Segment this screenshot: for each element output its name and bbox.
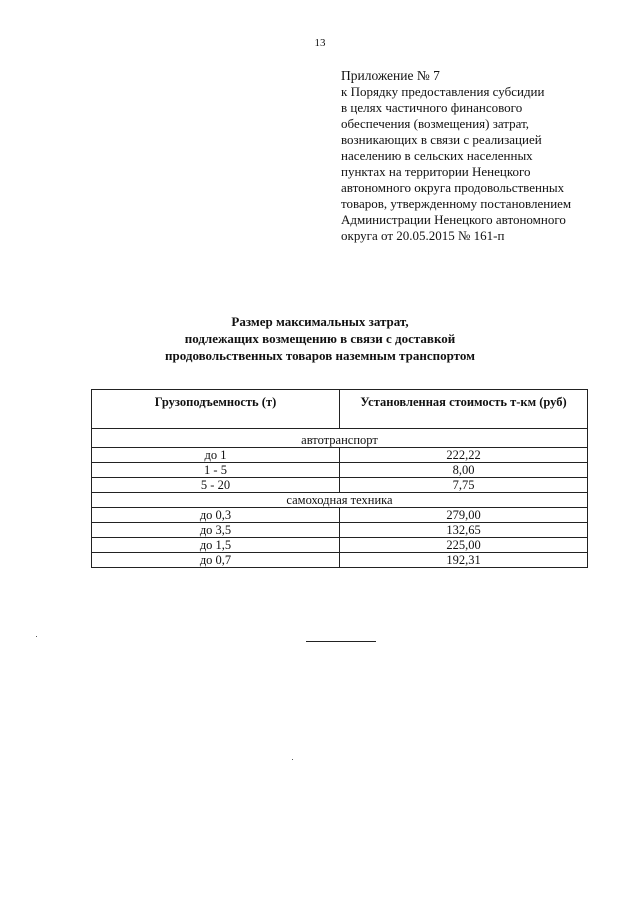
appendix-line: обеспечения (возмещения) затрат, [341, 116, 530, 131]
appendix-line: автономного округа продовольственных [341, 180, 565, 195]
appendix-line: округа от 20.05.2015 № 161-п [341, 228, 505, 243]
document-title-line: Размер максимальных затрат, [231, 314, 409, 329]
cost-cell: 225,00 [340, 538, 588, 553]
category-row-self-propelled [92, 493, 588, 508]
capacity-cell: до 3,5 [92, 523, 340, 538]
capacity-cell: 1 - 5 [92, 463, 340, 478]
appendix-line: к Порядку предоставления субсидии [341, 84, 545, 99]
appendix-block [341, 68, 621, 244]
table-row [92, 463, 588, 478]
header-capacity: Грузоподъемность (т) [92, 390, 340, 429]
table-row [92, 448, 588, 463]
cost-cell: 279,00 [340, 508, 588, 523]
document-title [0, 313, 640, 364]
table-row [92, 523, 588, 538]
page-number: 13 [314, 37, 326, 49]
category-row-autotransport [92, 433, 588, 448]
capacity-cell: до 0,7 [92, 553, 340, 568]
table-row [92, 553, 588, 568]
cost-cell: 8,00 [340, 463, 588, 478]
category-label: самоходная техника [92, 493, 588, 508]
cost-cell: 192,31 [340, 553, 588, 568]
header-cost: Установленная стоимость т-км (руб) [340, 390, 588, 429]
scan-speck [36, 636, 37, 637]
scan-speck [292, 759, 293, 760]
cost-cell: 7,75 [340, 478, 588, 493]
table-row [92, 508, 588, 523]
table-header-row [92, 390, 588, 429]
appendix-line: товаров, утвержденному постановлением [341, 196, 572, 211]
capacity-cell: 5 - 20 [92, 478, 340, 493]
category-label: автотранспорт [92, 433, 588, 448]
appendix-title: Приложение № 7 [341, 68, 440, 83]
appendix-line: пунктах на территории Ненецкого [341, 164, 531, 179]
capacity-cell: до 1 [92, 448, 340, 463]
cost-cell: 222,22 [340, 448, 588, 463]
cost-table [91, 389, 588, 568]
appendix-line: в целях частичного финансового [341, 100, 523, 115]
capacity-cell: до 0,3 [92, 508, 340, 523]
appendix-line: возникающих в связи с реализацией [341, 132, 542, 147]
cost-cell: 132,65 [340, 523, 588, 538]
document-title-line: продовольственных товаров наземным транспортом [165, 348, 475, 363]
document-title-line: подлежащих возмещению в связи с доставкой [184, 331, 456, 346]
table-row [92, 478, 588, 493]
footer-rule [306, 641, 376, 642]
capacity-cell: до 1,5 [92, 538, 340, 553]
table-row [92, 538, 588, 553]
appendix-line: населению в сельских населенных [341, 148, 533, 163]
appendix-line: Администрации Ненецкого автономного [341, 212, 566, 227]
